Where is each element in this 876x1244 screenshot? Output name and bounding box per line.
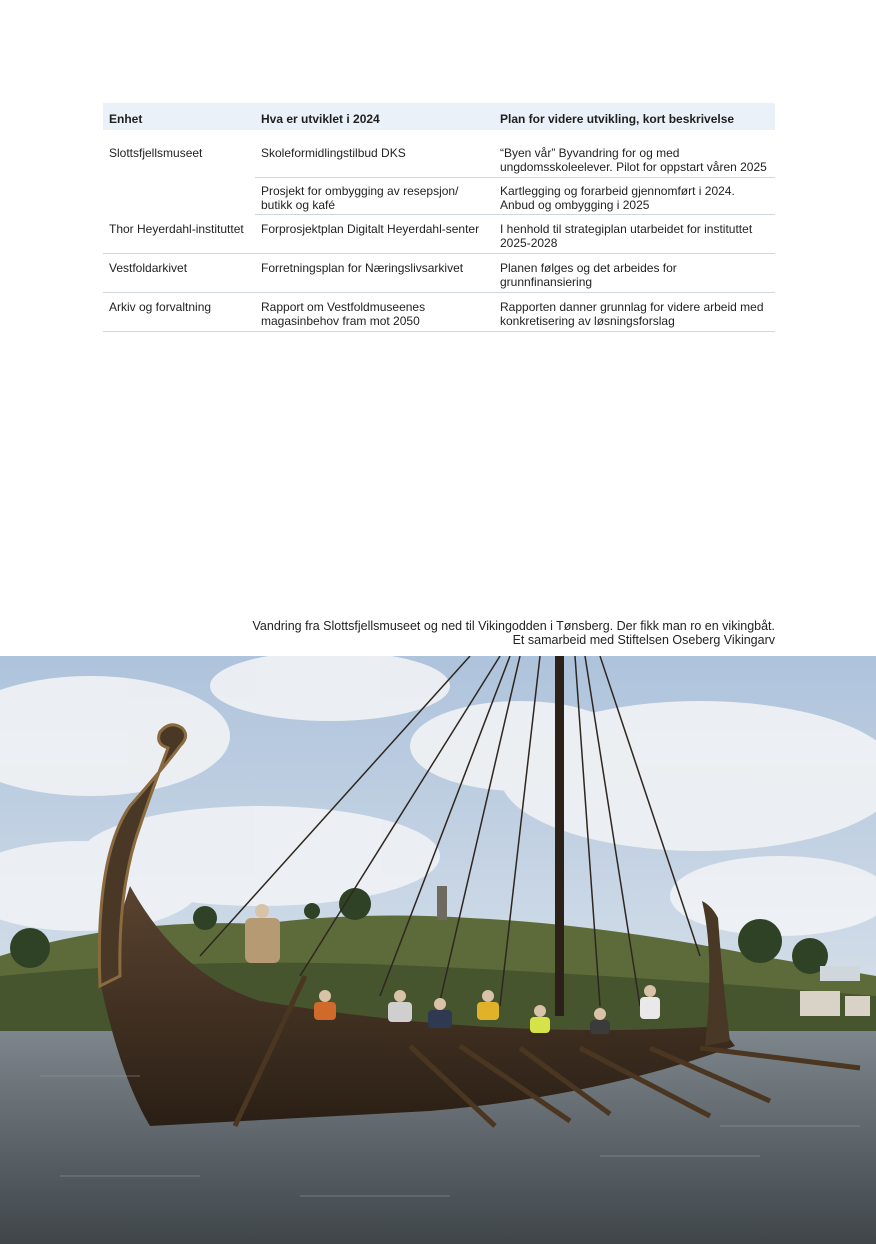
table-row — [103, 215, 775, 254]
caption-line-2: Et samarbeid med Stiftelsen Oseberg Vikingarv — [512, 633, 775, 647]
table-row — [103, 130, 775, 178]
cell-unit: Vestfoldarkivet — [103, 254, 255, 293]
cell-plan: Kartlegging og forarbeid gjennomført i 2024. Anbud og ombygging i 2025 — [494, 178, 775, 215]
header-plan: Plan for videre utvikling, kort beskrivelse — [494, 103, 775, 130]
viking-ship-photo — [0, 656, 876, 1244]
photo-caption — [253, 619, 776, 647]
cell-developed: Prosjekt for ombygging av resepsjon/ butikk og kafé — [255, 178, 494, 215]
cell-unit: Arkiv og forvaltning — [103, 293, 255, 332]
cell-plan: “Byen vår” Byvandring for og med ungdomsskoleelever. Pilot for oppstart våren 2025 — [494, 130, 775, 178]
cell-plan: Rapporten danner grunnlag for videre arbeid med konkretisering av løsningsforslag — [494, 293, 775, 332]
cell-developed: Skoleformidlingstilbud DKS — [255, 130, 494, 178]
cell-developed: Forretningsplan for Næringslivsarkivet — [255, 254, 494, 293]
table-row — [103, 293, 775, 332]
table-row — [103, 254, 775, 293]
cell-developed: Rapport om Vestfoldmuseenes magasinbehov fram mot 2050 — [255, 293, 494, 332]
header-unit: Enhet — [103, 103, 255, 130]
cell-plan: I henhold til strategiplan utarbeidet for instituttet 2025-2028 — [494, 215, 775, 254]
cell-developed: Forprosjektplan Digitalt Heyerdahl-senter — [255, 215, 494, 254]
cell-unit: Thor Heyerdahl-instituttet — [103, 215, 255, 254]
cell-plan: Planen følges og det arbeides for grunnfinansiering — [494, 254, 775, 293]
mast — [555, 656, 564, 1016]
development-table — [103, 103, 775, 332]
table-header-row — [103, 103, 775, 130]
header-developed: Hva er utviklet i 2024 — [255, 103, 494, 130]
tower — [437, 886, 447, 920]
caption-line-1: Vandring fra Slottsfjellsmuseet og ned til Vikingodden i Tønsberg. Der fikk man ro en vikingbåt. — [252, 619, 775, 633]
cell-unit: Slottsfjellsmuseet — [109, 146, 203, 160]
